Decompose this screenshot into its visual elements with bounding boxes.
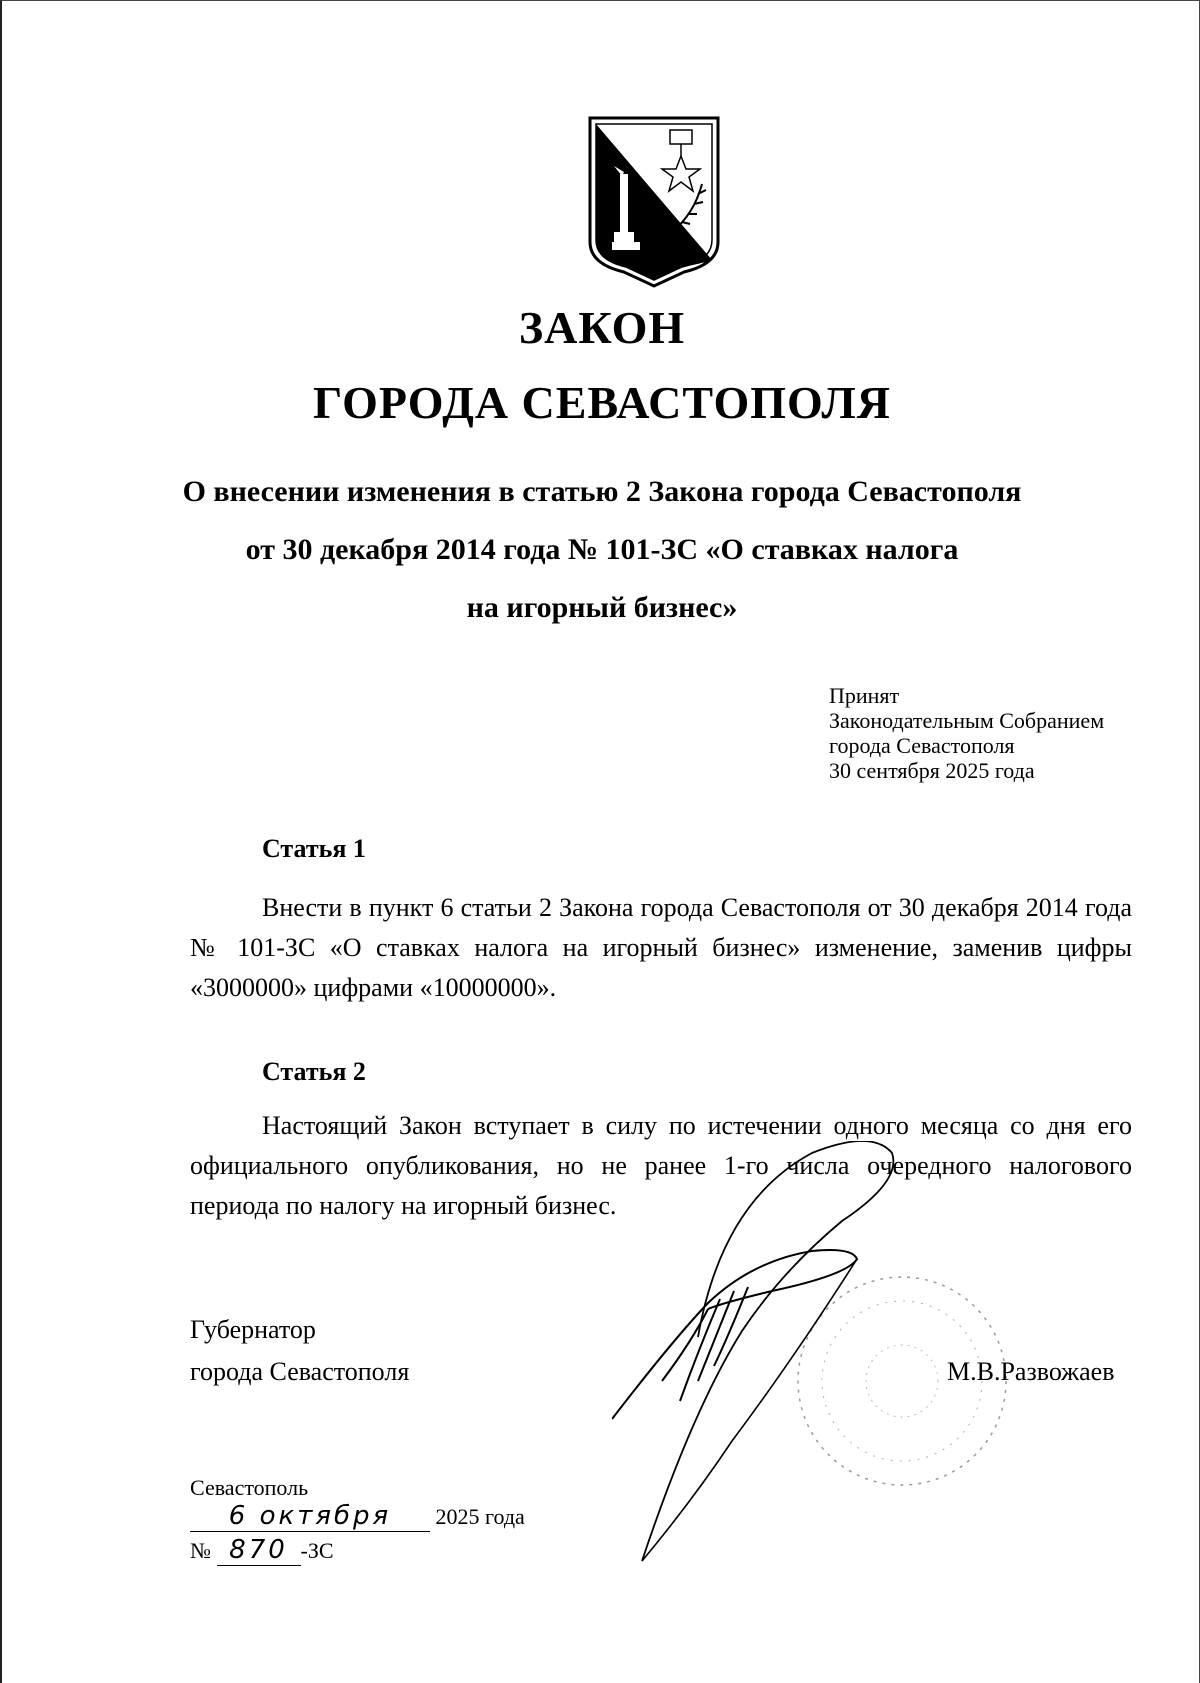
article-2-heading: Статья 2: [262, 1057, 366, 1086]
adoption-line: Принят: [829, 683, 900, 708]
handwritten-date: 6 октября: [190, 1501, 430, 1532]
number-sign: №: [190, 1538, 211, 1563]
adoption-line: Законодательным Собранием: [829, 708, 1105, 733]
law-subject-line: на игорный бизнес»: [466, 591, 738, 624]
handwritten-number: 870: [217, 1535, 301, 1566]
adoption-line: города Севастополя: [829, 733, 1015, 758]
signatory-name: М.В.Развожаев: [947, 1357, 1115, 1386]
signatory-position: [190, 1309, 409, 1393]
signatory-position-line: города Севастополя: [190, 1357, 410, 1386]
article-1-heading: Статья 1: [262, 834, 366, 863]
law-issuer: ГОРОДА СЕВАСТОПОЛЯ: [312, 377, 892, 428]
coat-of-arms-emblem: [584, 114, 724, 289]
article-1-text: Внести в пункт 6 статьи 2 Закона города Севастополя от 30 декабря 2014 года № 101-ЗС «О ставках налога на игорный бизнес» изменение, заменив цифры «3000000» цифрами «10000000».: [190, 893, 1132, 1002]
signing-year: 2025 года: [435, 1504, 525, 1529]
law-subject-line: О внесении изменения в статью 2 Закона города Севастополя: [182, 475, 1022, 508]
article-2-text: Настоящий Закон вступает в силу по истечении одного месяца со дня его официального опубликования, но не ранее 1-го числа очередного налогового периода по налогу на игорный бизнес.: [190, 1111, 1132, 1220]
law-subject-line: от 30 декабря 2014 года № 101-ЗС «О ставках налога: [245, 533, 959, 566]
law-number: [190, 1535, 334, 1566]
number-suffix: -ЗС: [300, 1538, 334, 1563]
law-title: ЗАКОН: [518, 302, 686, 353]
law-subject: [2, 463, 1200, 637]
signatory-position-line: Губернатор: [190, 1315, 316, 1344]
adoption-date: 30 сентября 2025 года: [829, 758, 1035, 783]
signing-date: [190, 1501, 525, 1532]
signing-city: Севастополь: [190, 1475, 309, 1500]
adoption-note: [829, 683, 1104, 783]
